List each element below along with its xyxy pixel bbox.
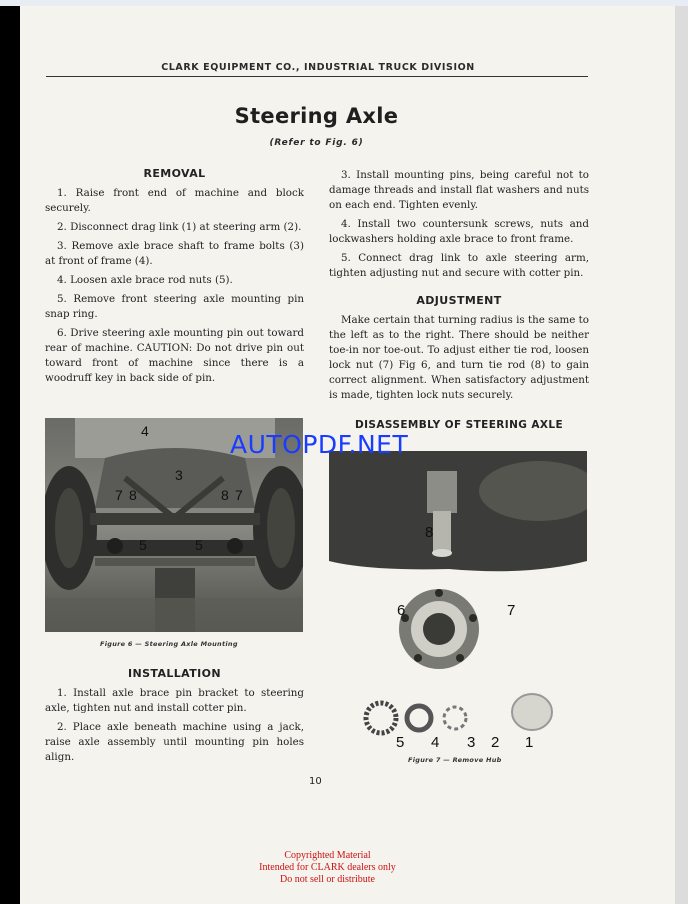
installation-step: 3. Install mounting pins, being careful not to damage threads and install flat washers and nuts on each end. Tighten evenly. [329,169,589,211]
right-column [329,168,589,407]
adjustment-heading: ADJUSTMENT [416,294,502,307]
header-rule [46,76,588,77]
copyright-notice [230,850,425,886]
installation-step: 4. Install two countersunk screws, nuts and lockwashers holding axle brace to front frame. [329,218,589,245]
page-subtitle: (Refer to Fig. 6) [269,138,364,148]
figure-6-label: 7 [235,487,243,503]
figure-7-label: 4 [431,734,440,751]
figure-6-label: 5 [139,537,147,553]
notice-line: Copyrighted Material [284,850,371,861]
figure-6-label: 4 [141,423,149,439]
figure-7-photo [329,451,587,751]
removal-step: 3. Remove axle brace shaft to frame bolts (3) at front of frame (4). [45,240,304,267]
removal-step: 4. Loosen axle brace rod nuts (5). [57,274,233,286]
removal-step: 2. Disconnect drag link (1) at steering arm (2). [57,221,302,233]
figure-7-caption: Figure 7 — Remove Hub [408,756,502,764]
viewer-scrollbar[interactable] [675,6,688,904]
installation-step: 5. Connect drag link to axle steering arm, tighten adjusting nut and secure with cotter pin. [329,252,589,279]
figure-7-label: 8 [425,524,434,541]
removal-section [45,166,304,390]
figure-7-label: 3 [467,734,476,751]
figure-6-label: 3 [175,467,183,483]
installation-section [45,666,304,769]
installation-heading: INSTALLATION [127,667,221,680]
page-number: 10 [309,776,322,787]
figure-7-label: 6 [397,602,406,619]
figure-6-label: 8 [129,487,137,503]
notice-line: Intended for CLARK dealers only [259,862,396,873]
figure-6-label: 5 [195,537,203,553]
installation-step: 1. Install axle brace pin bracket to steering axle, tighten nut and install cotter pin. [45,687,304,714]
removal-step: 5. Remove front steering axle mounting pin snap ring. [45,293,304,320]
watermark: AUTOPDF.NET [230,430,409,459]
figure-6-label: 7 [115,487,123,503]
notice-line: Do not sell or distribute [280,874,375,885]
figure-7-label: 7 [507,602,516,619]
figure-6-label: 8 [221,487,229,503]
remove-hub-image [329,451,587,751]
figure-7-label: 1 [525,734,534,751]
page-title: Steering Axle [234,104,399,128]
removal-step: 6. Drive steering axle mounting pin out toward rear of machine. CAUTION: Do not drive pin out toward front of machine since there is a woodruff key in back side of pin. [45,327,304,384]
figure-7-label: 2 [491,734,500,751]
figure-7-label: 5 [396,734,405,751]
removal-heading: REMOVAL [143,167,206,180]
adjustment-text: Make certain that turning radius is the same to the left as to the right. There should be neither toe-in nor toe-out. To adjust either tie rod, loosen lock nut (7) Fig 6, and turn tie rod (8) to gain correct alignment. When satisfactory adjustment is made, tighten lock nuts securely. [329,314,589,401]
figure-6-caption: Figure 6 — Steering Axle Mounting [100,640,238,648]
page-header: CLARK EQUIPMENT CO., INDUSTRIAL TRUCK DIVISION [161,62,475,73]
removal-step: 1. Raise front end of machine and block securely. [45,187,304,214]
disassembly-heading: DISASSEMBLY OF STEERING AXLE [354,419,564,431]
installation-step: 2. Place axle beneath machine using a jack, raise axle assembly until mounting pin holes align. [45,721,304,763]
